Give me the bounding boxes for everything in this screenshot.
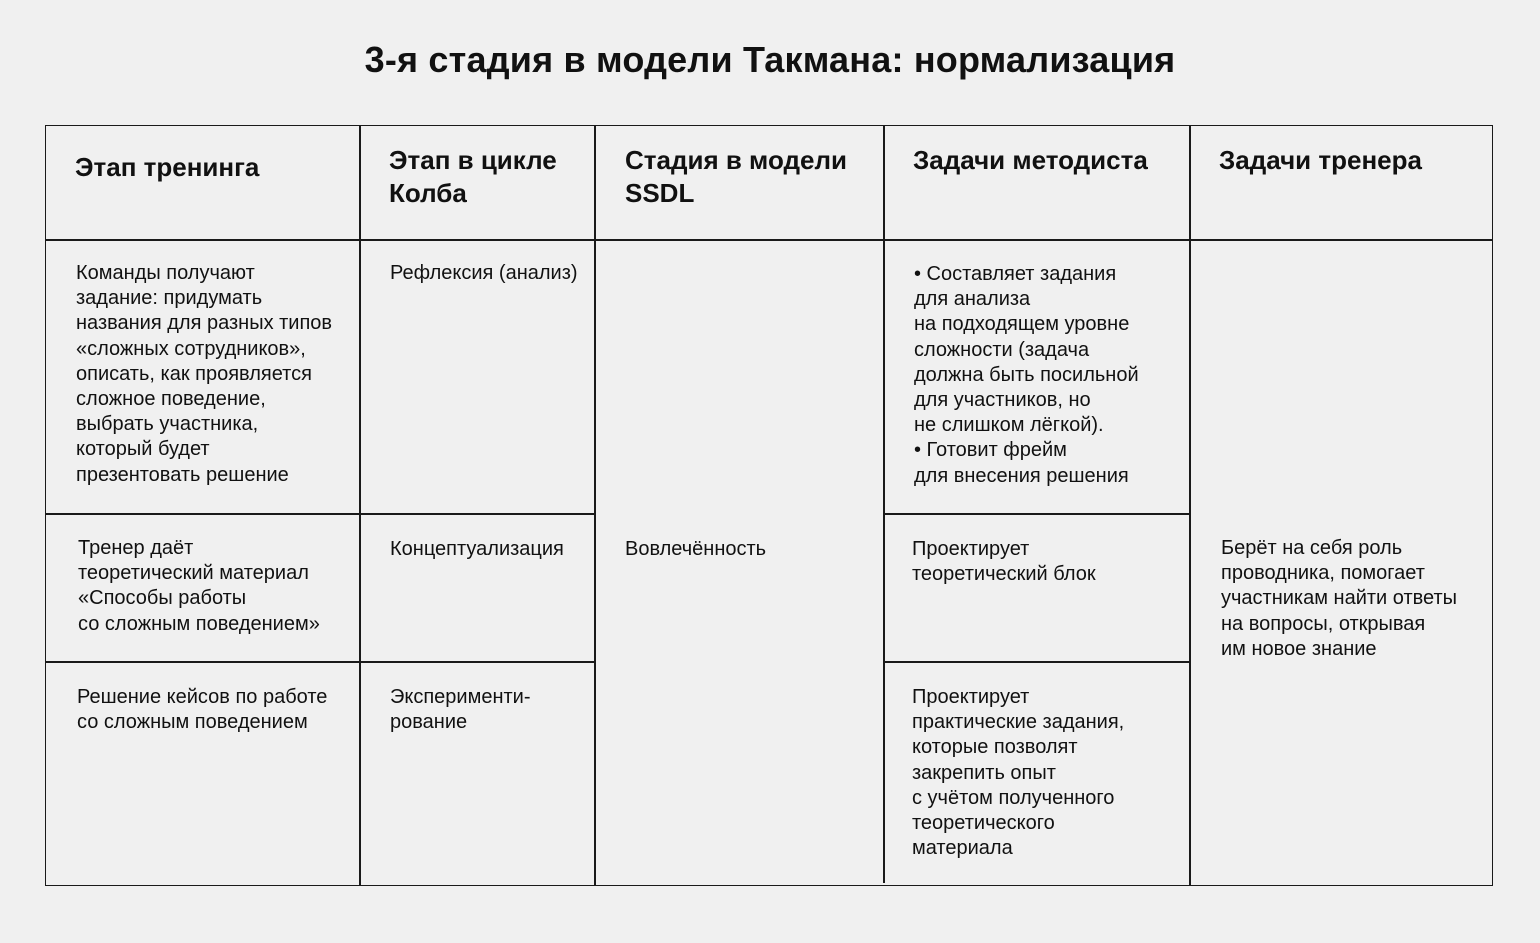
column-divider-4 — [1189, 125, 1191, 886]
row3-methodist-tasks: Проектирует практические задания, которые позволят закрепить опыт с учётом полученного теоретического материала — [912, 686, 1125, 860]
row2-methodist-tasks: Проектирует теоретический блок — [912, 538, 1096, 586]
header-methodist-tasks: Задачи методиста — [913, 145, 1148, 175]
header-training-stage: Этап тренинга — [75, 152, 260, 182]
column-divider-2 — [594, 125, 596, 886]
header-kolb-stage: Этап в цикле Колба — [389, 145, 557, 208]
column-divider-1 — [359, 125, 361, 886]
ssdl-stage-value: Вовлечённость — [625, 538, 767, 560]
row3-kolb-stage: Эксперименти- рование — [390, 686, 531, 734]
row1-kolb-stage: Рефлексия (анализ) — [390, 262, 578, 284]
header-ssdl-stage: Стадия в модели SSDL — [625, 145, 847, 208]
row1-training-stage: Команды получают задание: придумать названия для разных типов «сложных сотрудников», описать, как проявляется сложное поведение, выбрать участника, который будет презентовать решение — [76, 262, 333, 486]
row2-kolb-stage: Концептуализация — [390, 538, 564, 560]
trainer-tasks-value: Берёт на себя роль проводника, помогает участникам найти ответы на вопросы, открывая им новое знание — [1221, 537, 1458, 660]
column-divider-3 — [883, 125, 885, 883]
row-divider-1-methodist — [883, 513, 1190, 515]
row-divider-2-left — [45, 661, 595, 663]
row-divider-1-left — [45, 513, 595, 515]
row-divider-2-methodist — [883, 661, 1190, 663]
header-divider — [45, 239, 1493, 241]
header-trainer-tasks: Задачи тренера — [1219, 145, 1422, 175]
page-title: 3-я стадия в модели Такмана: нормализация — [364, 39, 1176, 80]
row2-training-stage: Тренер даёт теоретический материал «Способы работы со сложным поведением» — [78, 537, 320, 635]
row3-training-stage: Решение кейсов по работе со сложным поведением — [77, 686, 328, 734]
row1-methodist-tasks: • Составляет задания для анализа на подходящем уровне сложности (задача должна быть посильной для участников, но не слишком лёгкой). • Готовит фрейм для внесения решения — [914, 263, 1139, 487]
